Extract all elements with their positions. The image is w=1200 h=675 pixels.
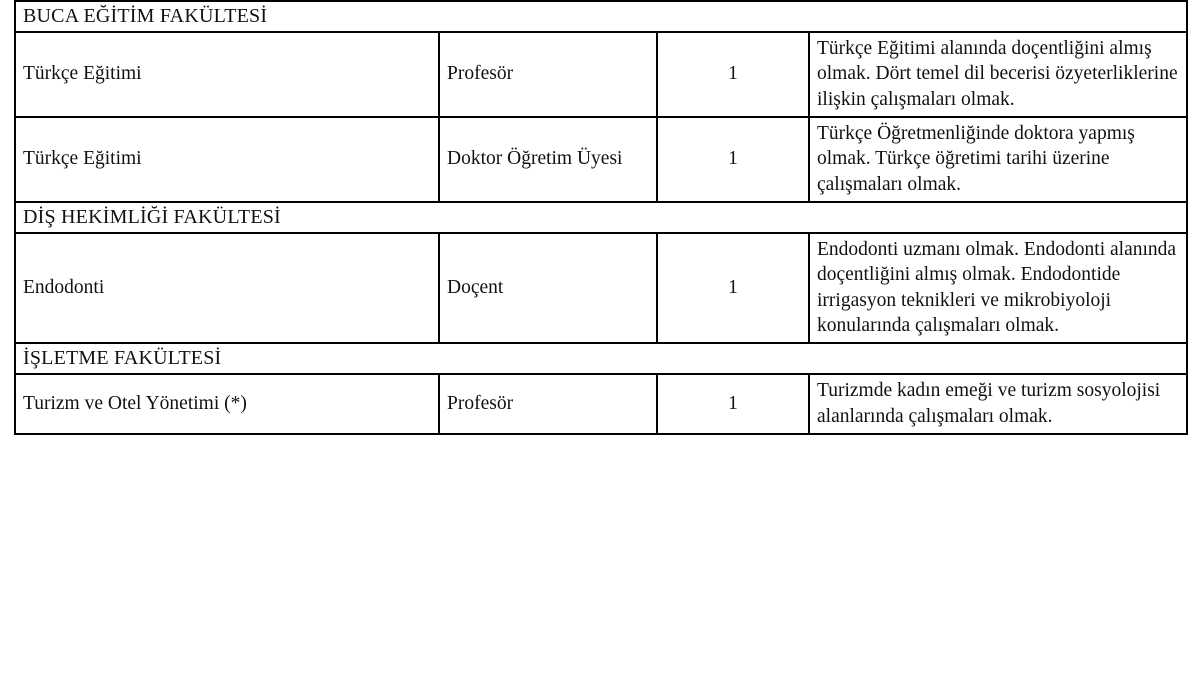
faculty-name: DİŞ HEKİMLİĞİ FAKÜLTESİ	[15, 202, 1187, 233]
position-count: 1	[657, 374, 809, 434]
department-name: Turizm ve Otel Yönetimi (*)	[15, 374, 439, 434]
position-requirements: Turizmde kadın emeği ve turizm sosyolojisi alanlarında çalışmaları olmak.	[809, 374, 1187, 434]
position-count: 1	[657, 233, 809, 343]
position-requirements: Türkçe Öğretmenliğinde doktora yapmış olmak. Türkçe öğretimi tarihi üzerine çalışmaları olmak.	[809, 117, 1187, 202]
department-name: Türkçe Eğitimi	[15, 117, 439, 202]
table-row	[15, 233, 1187, 343]
department-name: Türkçe Eğitimi	[15, 32, 439, 117]
position-count: 1	[657, 32, 809, 117]
position-count: 1	[657, 117, 809, 202]
position-title: Doçent	[439, 233, 657, 343]
position-title: Doktor Öğretim Üyesi	[439, 117, 657, 202]
table-row	[15, 374, 1187, 434]
table-row	[15, 32, 1187, 117]
faculty-name: BUCA EĞİTİM FAKÜLTESİ	[15, 1, 1187, 32]
table-row	[15, 117, 1187, 202]
faculty-name: İŞLETME FAKÜLTESİ	[15, 343, 1187, 374]
position-requirements: Türkçe Eğitimi alanında doçentliğini almış olmak. Dört temel dil becerisi özyeterliklerine ilişkin çalışmaları olmak.	[809, 32, 1187, 117]
academic-positions-table	[14, 0, 1188, 435]
table-section-header-row	[15, 202, 1187, 233]
table-section-header-row	[15, 1, 1187, 32]
table-section-header-row	[15, 343, 1187, 374]
table-body	[15, 1, 1187, 434]
position-title: Profesör	[439, 32, 657, 117]
position-title: Profesör	[439, 374, 657, 434]
department-name: Endodonti	[15, 233, 439, 343]
position-requirements: Endodonti uzmanı olmak. Endodonti alanında doçentliğini almış olmak. Endodontide irrigasyon teknikleri ve mikrobiyoloji konularında çalışmaları olmak.	[809, 233, 1187, 343]
